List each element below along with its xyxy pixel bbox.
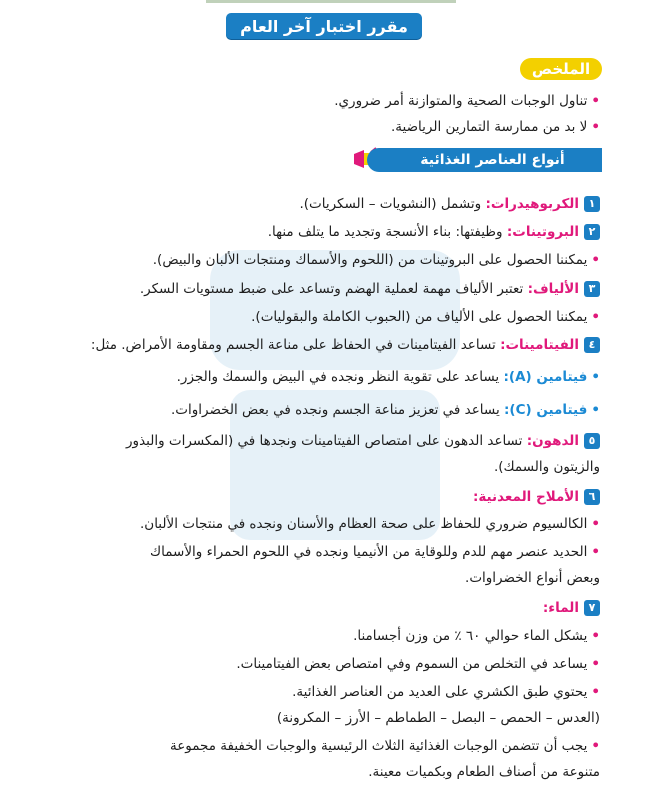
bullet-icon: • xyxy=(591,369,600,385)
meals-variety-cont: متنوعة من أصناف الطعام وبكميات معينة. xyxy=(368,764,600,780)
section-header-types: أنواع العناصر الغذائية xyxy=(367,148,602,172)
item-water: ٧الماء: xyxy=(543,599,600,617)
item-carbs: ١الكربوهيدرات: وتشمل (النشويات – السكريات). xyxy=(299,195,600,213)
minerals-iron: •الحديد عنصر مهم للدم وللوقاية من الأنيميا ونجده في اللحوم الحمراء والأسماك xyxy=(149,544,600,560)
summary-item: •تناول الوجبات الصحية والمتوازنة أمر ضروري. xyxy=(334,93,600,109)
item-number: ٣ xyxy=(584,281,600,297)
item-number: ٧ xyxy=(584,600,600,616)
bullet-icon: • xyxy=(591,628,600,644)
koshary: •يحتوي طبق الكشري على العديد من العناصر الغذائية. xyxy=(292,684,600,700)
item-number: ٦ xyxy=(584,489,600,505)
item-fats-cont: والزيتون والسمك). xyxy=(493,459,600,475)
water-percent: •يشكل الماء حوالي ٦٠ ٪ من وزن أجسامنا. xyxy=(353,628,600,644)
bullet-icon: • xyxy=(591,93,600,109)
item-number: ١ xyxy=(584,196,600,212)
vitamin-a: •فيتامين (A): يساعد على تقوية النظر ونجده في البيض والسمك والجزر. xyxy=(176,369,600,385)
proteins-source: •يمكننا الحصول على البروتينات من (اللحوم والأسماك ومنتجات الألبان والبيض). xyxy=(152,252,600,268)
bullet-icon: • xyxy=(591,119,600,135)
bullet-icon: • xyxy=(591,656,600,672)
bullet-icon: • xyxy=(591,684,600,700)
top-rule xyxy=(0,0,646,6)
bullet-icon: • xyxy=(591,516,600,532)
vitamin-c: •فيتامين (C): يساعد في تعزيز مناعة الجسم ونجده في بعض الخضراوات. xyxy=(170,402,600,418)
summary-header: الملخص xyxy=(520,58,602,80)
water-toxins: •يساعد في التخلص من السموم وفي امتصاص بعض الفيتامينات. xyxy=(236,656,600,672)
bullet-icon: • xyxy=(591,309,600,325)
item-number: ٢ xyxy=(584,224,600,240)
item-fibers: ٣الألياف: تعتبر الألياف مهمة لعملية الهضم وتساعد على ضبط مستويات السكر. xyxy=(140,280,600,298)
meals-variety: •يجب أن تتضمن الوجبات الغذائية الثلاث الرئيسية والوجبات الخفيفة مجموعة xyxy=(169,738,600,754)
item-fats: ٥الدهون: تساعد الدهون على امتصاص الفيتامينات ونجدها في (المكسرات والبذور xyxy=(126,432,600,450)
fibers-source: •يمكننا الحصول على الألياف من (الحبوب الكاملة والبقوليات). xyxy=(251,309,600,325)
bullet-icon: • xyxy=(591,402,600,418)
item-vitamins: ٤الفيتامينات: تساعد الفيتامينات في الحفاظ على مناعة الجسم ومقاومة الأمراض. مثل: xyxy=(91,336,600,354)
minerals-calcium: •الكالسيوم ضروري للحفاظ على صحة العظام والأسنان ونجده في منتجات الألبان. xyxy=(139,516,600,532)
bullet-icon: • xyxy=(591,738,600,754)
bullet-icon: • xyxy=(591,544,600,560)
item-proteins: ٢البروتينات: وظيفتها: بناء الأنسجة وتجديد ما يتلف منها. xyxy=(268,223,600,241)
item-number: ٤ xyxy=(584,337,600,353)
item-minerals: ٦الأملاح المعدنية: xyxy=(473,488,600,506)
page-banner: مقرر اختبار آخر العام xyxy=(226,13,422,39)
bullet-icon: • xyxy=(591,252,600,268)
koshary-ingredients: (العدس – الحمص – البصل – الطماطم – الأرز – المكرونة) xyxy=(276,710,600,726)
item-number: ٥ xyxy=(584,433,600,449)
summary-item: •لا بد من ممارسة التمارين الرياضية. xyxy=(390,119,600,135)
minerals-iron-cont: وبعض أنواع الخضراوات. xyxy=(465,570,600,586)
